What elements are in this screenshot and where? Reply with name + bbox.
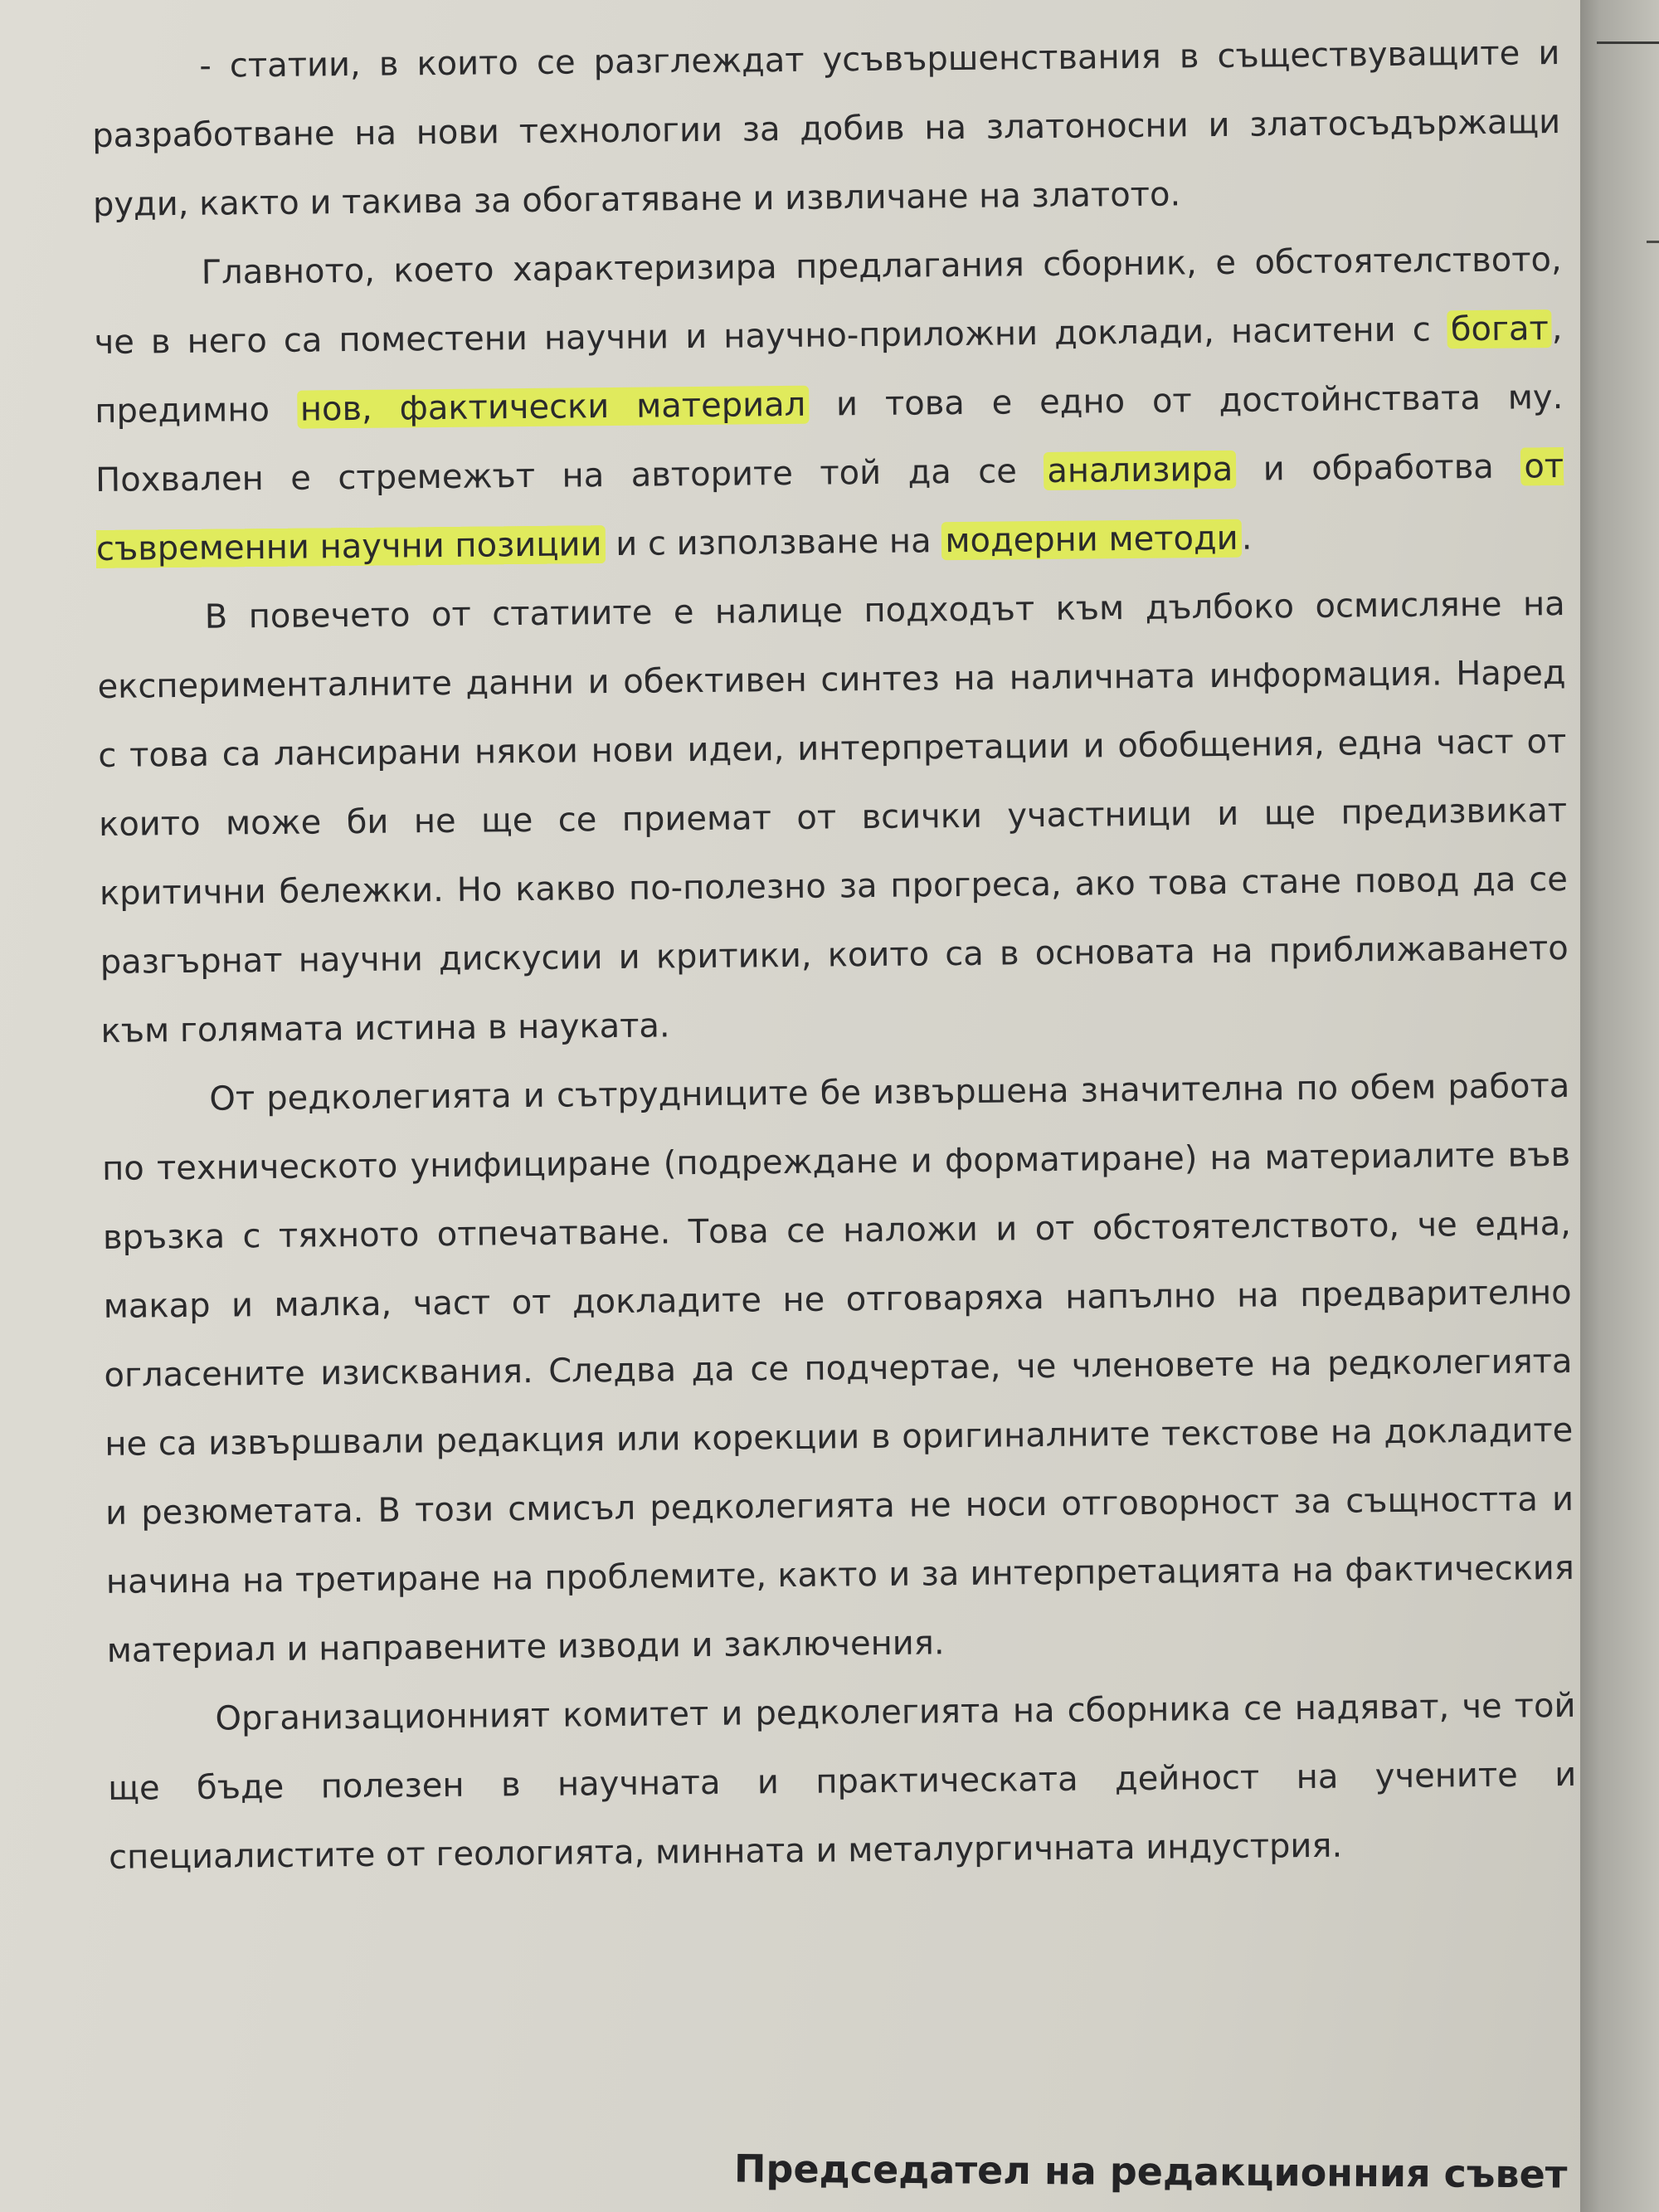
p2-text-1: Главното, което характеризира предлагания сборник, е обстоятелството, че в него са поместени научни и научно-приложни доклади, наситени с	[94, 240, 1562, 362]
highlight-5: модерни методи	[941, 519, 1242, 560]
highlight-2: нов, фактически материал	[297, 386, 810, 429]
highlight-1: богат	[1447, 309, 1552, 348]
edge-tick-mark	[1647, 241, 1659, 243]
paragraph-1: - статии, в които се разглеждат усъвършенствания в съществуващите и разработване на нови технологии за добив на златоносни и златосъдържащи руди, както и такива за обогатяване и извличане на златото.	[91, 34, 1561, 224]
p2-text-5: и с използване на	[605, 522, 942, 564]
p2-text-4: и обработва	[1236, 447, 1521, 489]
signature-title: Председател на редакционния съвет	[733, 2146, 1568, 2197]
highlight-3: анализира	[1044, 451, 1236, 490]
p2-text-6: .	[1241, 519, 1253, 558]
paragraph-4: От редколегията и сътрудниците бе извършена значителна по обем работа по техническото унифициране (подреждане и форматиране) на материалите във връзка с тяхното отпечатване. Това се наложи и от обстоятелството, че една, макар и малка, част от докладите не отговаряха напълно на предварително огласените изисквания. Следва да се подчертае, че членовете на редколегията не са извършвали редакция или корекции в оригиналните текстове на докладите и резюметата. В този смисъл редколегията не носи отговорност за същността и начина на третиране на проблемите, както и за интерпретацията на фактическия материал и направените изводи и заключения.	[101, 1066, 1575, 1670]
edge-line-mark	[1597, 41, 1659, 44]
paragraph-2	[93, 226, 1564, 584]
highlight-4: от съвременни научни позиции	[95, 446, 1564, 568]
paragraph-5: Организационният комитет и редколегията на сборника се надяват, че той ще бъде полезен в научната и практическата дейност на учените и специалистите от геологията, минната и металургичната индустрия.	[108, 1686, 1577, 1877]
p2-text-2: , предимно	[95, 309, 1563, 431]
paragraph-3: В повечето от статиите е налице подходът към дълбоко осмисляне на експерименталните данни и обективен синтез на наличната информация. Наред с това са лансирани някои нови идеи, интерпретации и обобщения, една част от които може би не ще се приемат от всички участници и ще предизвикат критични бележки. Но какво по-полезно за прогреса, ако това стане повод да се разгърнат научни дискусии и критики, които са в основата на приближаването към голямата истина в науката.	[97, 584, 1569, 1050]
p2-text-3: и това е едно от достойнствата му. Похвален е стремежът на авторите той да се	[95, 378, 1564, 499]
body-text	[91, 19, 1577, 1893]
next-page-edge	[1580, 0, 1659, 2212]
